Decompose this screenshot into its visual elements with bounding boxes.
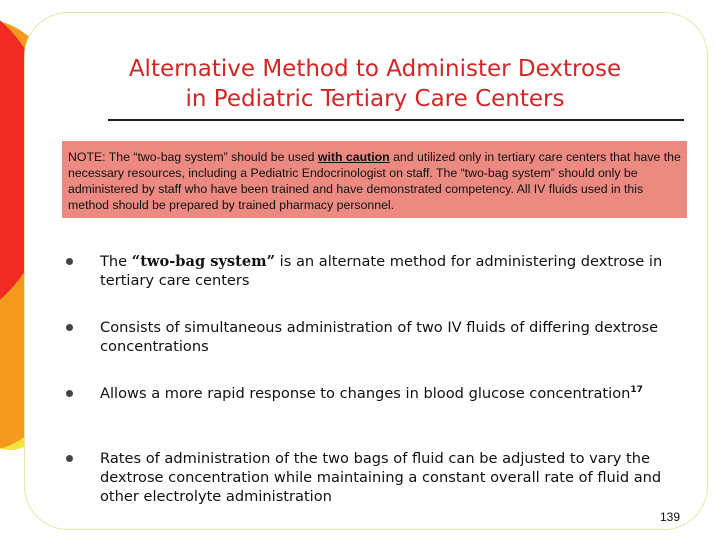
- note-text-end: and utilized only in tertiary care centers that have the necessary resources, including a Pediatric Endocrinologist on staff. The “two-bag system” should only be administered by staff who have been trained and have demonstrated competency. All IV fluids used in this method should be prepared by trained pharmacy personnel.: [68, 150, 681, 213]
- bullet-text-bold: “two-bag system”: [131, 253, 276, 270]
- bullet-dot-icon: [66, 258, 73, 265]
- citation-superscript: 17: [630, 385, 643, 395]
- bullet-dot-icon: [66, 324, 73, 331]
- title-line-1: Alternative Method to Administer Dextrose: [128, 56, 622, 82]
- bullet-text-post: is an alternate method for administering dextrose in tertiary care centers: [100, 253, 663, 289]
- title-divider: [108, 119, 684, 121]
- note-emphasis: with caution: [317, 150, 390, 164]
- bullet-dot-icon: [66, 390, 73, 397]
- bullet-text: [100, 384, 676, 403]
- bullet-text: [100, 252, 676, 290]
- bullet-text-pre: The: [100, 253, 132, 270]
- note-box: [62, 141, 687, 218]
- bullet-text: Consists of simultaneous administration of two IV fluids of differing dextrose concentrations: [100, 319, 659, 355]
- slide-title: [80, 54, 670, 114]
- note-text-start: NOTE: The “two-bag system” should be used: [68, 150, 318, 164]
- bullet-dot-icon: [66, 455, 73, 462]
- title-line-2: in Pediatric Tertiary Care Centers: [185, 86, 565, 112]
- bullet-text-main: Allows a more rapid response to changes in blood glucose concentration: [100, 385, 631, 402]
- bullet-text: Rates of administration of the two bags of fluid can be adjusted to vary the dextrose concentration while maintaining a constant overall rate of fluid and other electrolyte administration: [100, 450, 662, 505]
- page-number: 139: [659, 510, 680, 524]
